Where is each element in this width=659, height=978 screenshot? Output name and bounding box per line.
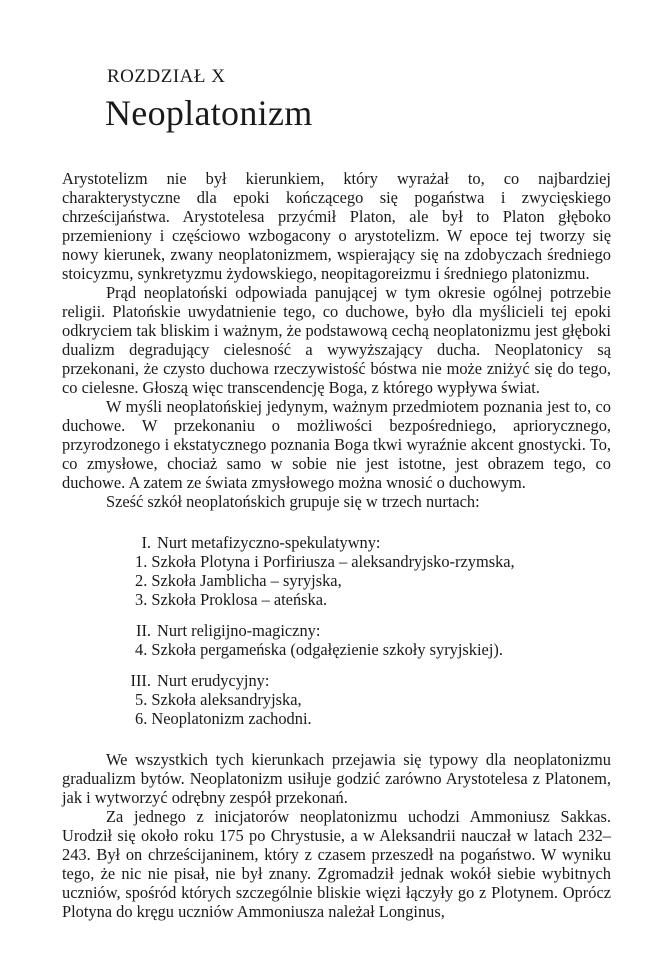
outline-group-number: I. bbox=[141, 533, 151, 552]
outline-item: 4. Szkoła pergameńska (odgałęzienie szkoły syryjskiej). bbox=[135, 640, 503, 659]
outline-group bbox=[62, 533, 611, 609]
outline-item: 6. Neoplatonizm zachodni. bbox=[135, 709, 312, 728]
outline-group-label: Nurt erudycyjny: bbox=[157, 671, 270, 690]
outline-item: 2. Szkoła Jamblicha – syryjska, bbox=[135, 571, 342, 590]
outline-group-label: Nurt metafizyczno-spekulatywny: bbox=[157, 533, 381, 552]
outline-item: 5. Szkoła aleksandryjska, bbox=[135, 690, 302, 709]
body-text bbox=[62, 169, 611, 921]
outline-group-number: II. bbox=[135, 621, 151, 640]
outline-item: 1. Szkoła Plotyna i Porfiriusza – aleksandryjsko-rzymska, bbox=[135, 552, 515, 571]
paragraph: Arystotelizm nie był kierunkiem, który wyrażał to, co najbardziej charakterystyczne dla epoki kończącego się pogaństwa i zwycięskiego chrześcijaństwa. Arystotelesa przyćmił Platon, ale był to Platon głęboko przemieniony i częściowo wzbogacony o arystotelizm. W epoce tej tworzy się nowy kierunek, zwany neoplatonizmem, wspierający się na zdobyczach średniego stoicyzmu, synkretyzmu żydowskiego, neopitagoreizmu i średniego platonizmu. bbox=[62, 169, 611, 283]
paragraph: Prąd neoplatoński odpowiada panującej w tym okresie ogólnej potrzebie religii. Platońskie uwydatnienie tego, co duchowe, było dla myślicieli tej epoki odkryciem tak bliskim i ważnym, że podstawową cechą neoplatonizmu jest głęboki dualizm degradujący cielesność a wywyższający ducha. Neoplatonicy są przekonani, że czysto duchowa rzeczywistość bóstwa nie może zniżyć się do tego, co cielesne. Głoszą więc transcendencję Boga, z którego wypływa świat. bbox=[62, 283, 611, 397]
school-outline bbox=[62, 533, 611, 728]
paragraph: W myśli neoplatońskiej jedynym, ważnym przedmiotem poznania jest to, co duchowe. W przekonaniu o możliwości bezpośredniego, apriorycznego, przyrodzonego i ekstatycznego poznania Boga tkwi wyraźnie akcent gnostycki. To, co zmysłowe, chociaż samo w sobie nie jest istotne, jest obrazem tego, co duchowe. A zatem ze świata zmysłowego można wnosić o duchowym. bbox=[62, 397, 611, 492]
paragraph: Za jednego z inicjatorów neoplatonizmu uchodzi Ammoniusz Sakkas. Urodził się około roku 175 po Chrystusie, a w Aleksandrii nauczał w latach 232–243. Był on chrześcijaninem, który z czasem przeszedł na pogaństwo. W wyniku tego, że nic nie pisał, nie był znany. Zgromadził jednak wokół siebie wybitnych uczniów, spośród których szczególnie bliskie więzi łączyły go z Plotynem. Oprócz Plotyna do kręgu uczniów Ammoniusza należał Longinus, bbox=[62, 807, 611, 921]
outline-group bbox=[62, 621, 611, 659]
outline-group-number: III. bbox=[130, 671, 151, 690]
chapter-title: Neoplatonizm bbox=[105, 93, 313, 133]
outline-item: 3. Szkoła Proklosa – ateńska. bbox=[135, 590, 328, 609]
chapter-label: ROZDZIAŁ X bbox=[107, 66, 226, 87]
paragraph: We wszystkich tych kierunkach przejawia się typowy dla neoplatonizmu gradualizm bytów. Neoplatonizm usiłuje godzić zarówno Arystotelesa z Platonem, jak i wytworzyć odrębny zespół przekonań. bbox=[62, 750, 611, 807]
outline-group bbox=[62, 671, 611, 728]
paragraph: Sześć szkół neoplatońskich grupuje się w trzech nurtach: bbox=[106, 492, 480, 511]
outline-group-label: Nurt religijno-magiczny: bbox=[157, 621, 321, 640]
